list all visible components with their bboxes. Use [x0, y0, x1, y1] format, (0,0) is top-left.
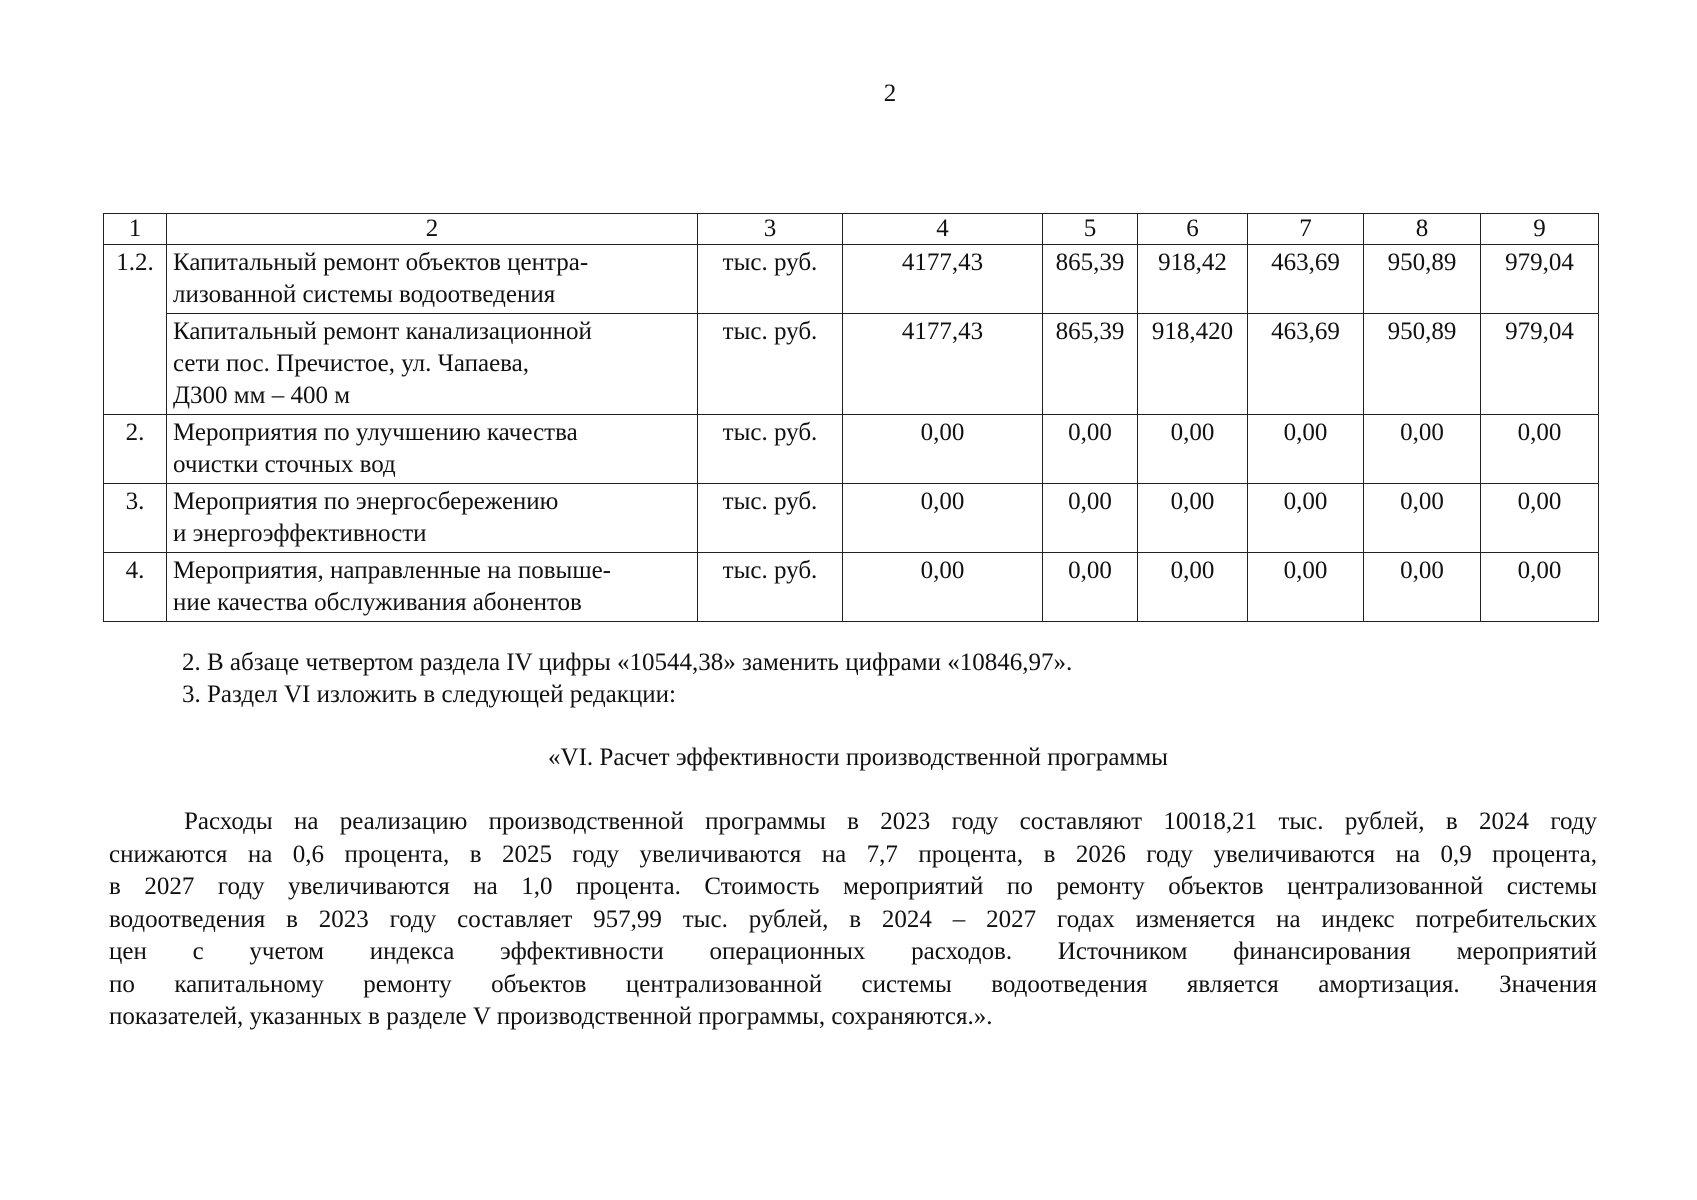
row-name-line: Капитальный ремонт канализационной — [173, 318, 592, 345]
cell-value: 918,420 — [1138, 314, 1248, 415]
body-line: Расходы на реализацию производственной программы в 2023 году составляют 10018,21 тыс. рублей, в 2024 году — [184, 808, 1597, 835]
row-name-line: сети пос. Пречистое, ул. Чапаева, — [173, 350, 530, 377]
cell-value: 463,69 — [1248, 314, 1364, 415]
column-header: 8 — [1364, 214, 1481, 245]
column-header: 6 — [1138, 214, 1248, 245]
table-row — [104, 245, 1599, 314]
row-name-line: Мероприятия по улучшению качества — [173, 419, 578, 446]
cell-value: 0,00 — [1043, 415, 1138, 484]
row-number: 1.2. — [104, 245, 167, 415]
row-name-line: лизованной системы водоотведения — [173, 281, 556, 308]
cell-value: 4177,43 — [843, 314, 1043, 415]
body-line: снижаются на 0,6 процента, в 2025 году увеличиваются на 7,7 процента, в 2026 году увеличиваются на 0,9 процента, — [109, 840, 1597, 868]
program-table — [103, 213, 1599, 622]
row-unit: тыс. руб. — [698, 314, 843, 415]
cell-value: 0,00 — [1043, 484, 1138, 553]
row-name-line: ние качества обслуживания абонентов — [173, 589, 582, 616]
table-row — [104, 553, 1599, 622]
row-number: 4. — [104, 553, 167, 622]
row-number: 3. — [104, 484, 167, 553]
row-name-line: Капитальный ремонт объектов центра- — [173, 249, 589, 276]
cell-value: 0,00 — [1481, 415, 1599, 484]
cell-value: 0,00 — [1138, 553, 1248, 622]
cell-value: 950,89 — [1364, 314, 1481, 415]
body-paragraph — [109, 806, 1597, 1034]
cell-value: 0,00 — [1248, 484, 1364, 553]
row-name — [167, 245, 698, 314]
table-row — [104, 484, 1599, 553]
cell-value: 0,00 — [1364, 553, 1481, 622]
row-name — [167, 314, 698, 415]
cell-value: 0,00 — [1364, 415, 1481, 484]
cell-value: 918,42 — [1138, 245, 1248, 314]
table-header-row — [104, 214, 1599, 245]
cell-value: 0,00 — [1138, 415, 1248, 484]
column-header: 2 — [167, 214, 698, 245]
cell-value: 979,04 — [1481, 314, 1599, 415]
cell-value: 0,00 — [1364, 484, 1481, 553]
table-row — [104, 415, 1599, 484]
cell-value: 0,00 — [1248, 553, 1364, 622]
body-line: цен с учетом индекса эффективности операционных расходов. Источником финансирования мероприятий — [109, 938, 1597, 965]
row-name-line: очистки сточных вод — [173, 451, 396, 478]
table-row — [104, 314, 1599, 415]
column-header: 4 — [843, 214, 1043, 245]
row-unit: тыс. руб. — [698, 484, 843, 553]
cell-value: 463,69 — [1248, 245, 1364, 314]
row-unit: тыс. руб. — [698, 415, 843, 484]
cell-value: 0,00 — [843, 553, 1043, 622]
row-number: 2. — [104, 415, 167, 484]
column-header: 3 — [698, 214, 843, 245]
column-header: 9 — [1481, 214, 1599, 245]
row-name-line: и энергоэффективности — [173, 520, 427, 547]
cell-value: 0,00 — [843, 484, 1043, 553]
row-name — [167, 553, 698, 622]
cell-value: 0,00 — [1248, 415, 1364, 484]
column-header: 5 — [1043, 214, 1138, 245]
column-header: 1 — [104, 214, 167, 245]
body-line: водоотведения в 2023 году составляет 957,99 тыс. рублей, в 2024 – 2027 годах изменяется на индекс потребительских — [109, 905, 1597, 933]
body-line: по капитальному ремонту объектов централизованной системы водоотведения является амортизация. Значения — [109, 970, 1597, 998]
row-name-line: Мероприятия, направленные на повыше- — [173, 557, 612, 584]
page-number: 2 — [883, 80, 897, 107]
cell-value: 0,00 — [1138, 484, 1248, 553]
cell-value: 865,39 — [1043, 314, 1138, 415]
body-line: в 2027 году увеличиваются на 1,0 процента. Стоимость мероприятий по ремонту объектов централизованной системы — [109, 873, 1597, 900]
cell-value: 0,00 — [1043, 553, 1138, 622]
amendment-item-2: 2. В абзаце четвертом раздела IV цифры «10544,38» заменить цифрами «10846,97». — [182, 649, 1073, 676]
row-name — [167, 415, 698, 484]
cell-value: 950,89 — [1364, 245, 1481, 314]
row-unit: тыс. руб. — [698, 553, 843, 622]
cell-value: 0,00 — [1481, 484, 1599, 553]
row-name-line: Д300 мм – 400 м — [173, 382, 351, 409]
section-title: «VI. Расчет эффективности производственной программы — [548, 744, 1168, 771]
cell-value: 0,00 — [843, 415, 1043, 484]
row-name — [167, 484, 698, 553]
row-unit: тыс. руб. — [698, 245, 843, 314]
row-name-line: Мероприятия по энергосбережению — [173, 488, 559, 515]
cell-value: 979,04 — [1481, 245, 1599, 314]
cell-value: 865,39 — [1043, 245, 1138, 314]
column-header: 7 — [1248, 214, 1364, 245]
body-line: показателей, указанных в разделе V производственной программы, сохраняются.». — [109, 1003, 993, 1030]
cell-value: 4177,43 — [843, 245, 1043, 314]
cell-value: 0,00 — [1481, 553, 1599, 622]
amendment-item-3: 3. Раздел VI изложить в следующей редакции: — [182, 681, 677, 708]
